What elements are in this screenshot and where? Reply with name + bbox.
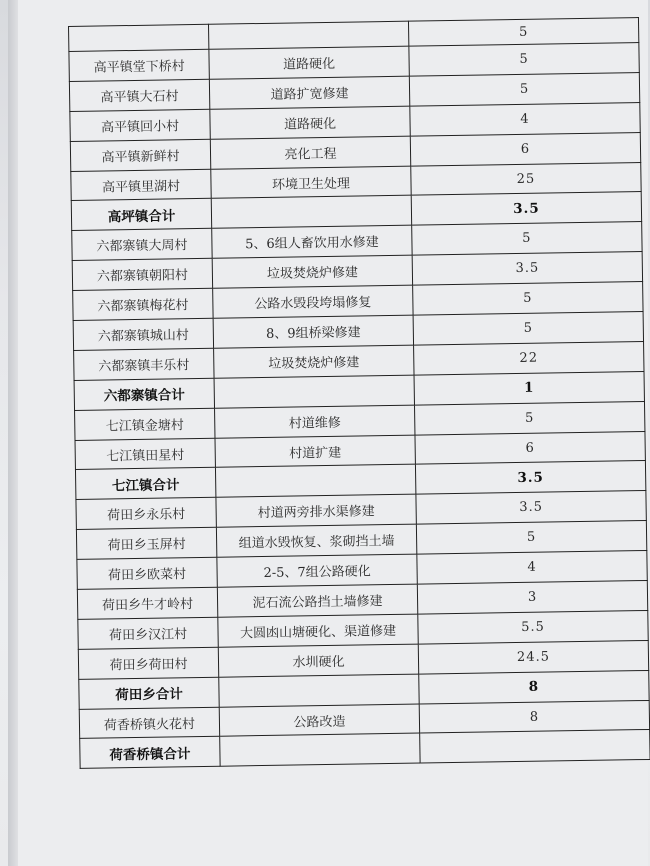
document-page bbox=[8, 0, 648, 866]
amount-cell: 3.5 bbox=[415, 461, 645, 494]
amount-cell: 22 bbox=[414, 341, 644, 374]
project-table-wrap bbox=[68, 17, 650, 769]
village-cell: 七江镇合计 bbox=[75, 468, 215, 500]
project-cell: 亮化工程 bbox=[210, 136, 410, 169]
amount-cell: 8 bbox=[419, 670, 649, 703]
village-cell: 荷田乡玉屏村 bbox=[76, 527, 216, 559]
project-cell bbox=[211, 196, 411, 229]
amount-cell: 3.5 bbox=[416, 491, 646, 524]
village-cell: 高平镇堂下桥村 bbox=[69, 49, 209, 81]
amount-cell: 3.5 bbox=[411, 192, 641, 225]
project-cell: 道路硬化 bbox=[209, 46, 409, 79]
project-cell: 环境卫生处理 bbox=[211, 166, 411, 199]
village-cell: 六都寨镇朝阳村 bbox=[72, 258, 212, 290]
project-table-body bbox=[69, 18, 650, 769]
project-cell: 村道维修 bbox=[215, 405, 415, 438]
village-cell: 荷香桥镇合计 bbox=[80, 737, 220, 769]
project-cell: 村道扩建 bbox=[215, 435, 415, 468]
amount-cell: 5 bbox=[412, 222, 642, 255]
amount-cell: 5 bbox=[416, 521, 646, 554]
amount-cell: 5 bbox=[409, 72, 639, 105]
village-cell: 荷田乡欧菜村 bbox=[77, 557, 217, 589]
page-binding-edge bbox=[8, 0, 18, 866]
amount-cell: 3.5 bbox=[412, 252, 642, 285]
project-cell: 垃圾焚烧炉修建 bbox=[212, 255, 412, 288]
project-cell: 组道水毁恢复、浆砌挡土墙 bbox=[216, 524, 416, 557]
project-cell: 泥石流公路挡土墙修建 bbox=[217, 584, 417, 617]
project-cell: 道路硬化 bbox=[210, 106, 410, 139]
amount-cell: 3 bbox=[417, 581, 647, 614]
village-cell: 六都寨镇大周村 bbox=[72, 229, 212, 261]
village-cell: 高平镇大石村 bbox=[69, 79, 209, 111]
amount-cell: 4 bbox=[410, 102, 640, 135]
village-cell: 七江镇金塘村 bbox=[75, 408, 215, 440]
project-cell bbox=[215, 465, 415, 498]
village-cell: 高坪镇合计 bbox=[71, 199, 211, 231]
village-cell: 荷田乡牛才岭村 bbox=[77, 587, 217, 619]
project-cell: 村道两旁排水渠修建 bbox=[216, 494, 416, 527]
amount-cell: 6 bbox=[410, 132, 640, 165]
amount-cell: 5 bbox=[413, 282, 643, 315]
project-cell: 大圆凼山塘硬化、渠道修建 bbox=[218, 614, 418, 647]
amount-cell: 5 bbox=[408, 18, 638, 47]
project-cell bbox=[214, 375, 414, 408]
amount-cell: 5 bbox=[409, 43, 639, 76]
village-cell: 荷香桥镇火花村 bbox=[79, 707, 219, 739]
village-cell: 六都寨镇合计 bbox=[74, 378, 214, 410]
amount-cell: 25 bbox=[411, 162, 641, 195]
village-cell: 荷田乡合计 bbox=[79, 677, 219, 709]
village-cell: 高平镇新鲜村 bbox=[70, 139, 210, 171]
project-cell: 公路改造 bbox=[219, 704, 419, 737]
amount-cell: 4 bbox=[417, 551, 647, 584]
project-cell bbox=[219, 674, 419, 707]
village-cell bbox=[69, 24, 209, 51]
amount-cell: 5 bbox=[414, 401, 644, 434]
amount-cell: 6 bbox=[415, 431, 645, 464]
village-cell: 荷田乡永乐村 bbox=[76, 498, 216, 530]
project-cell: 水圳硬化 bbox=[218, 644, 418, 677]
amount-cell: 5.5 bbox=[418, 610, 648, 643]
project-cell: 垃圾焚烧炉修建 bbox=[214, 345, 414, 378]
village-cell: 六都寨镇丰乐村 bbox=[74, 348, 214, 380]
village-cell: 六都寨镇梅花村 bbox=[73, 288, 213, 320]
village-cell: 六都寨镇城山村 bbox=[73, 318, 213, 350]
project-cell: 公路水毁段垮塌修复 bbox=[213, 285, 413, 318]
village-cell: 高平镇回小村 bbox=[70, 109, 210, 141]
village-cell: 七江镇田星村 bbox=[75, 438, 215, 470]
project-cell bbox=[208, 21, 408, 49]
village-cell: 荷田乡汉江村 bbox=[78, 617, 218, 649]
project-cell: 8、9组桥梁修建 bbox=[213, 315, 413, 348]
amount-cell: 1 bbox=[414, 371, 644, 404]
project-table bbox=[68, 17, 650, 769]
amount-cell: 24.5 bbox=[418, 640, 648, 673]
project-cell: 道路扩宽修建 bbox=[209, 76, 409, 109]
amount-cell bbox=[420, 730, 650, 763]
amount-cell: 8 bbox=[419, 700, 649, 733]
project-cell bbox=[220, 734, 420, 767]
project-cell: 2-5、7组公路硬化 bbox=[217, 554, 417, 587]
project-cell: 5、6组人畜饮用水修建 bbox=[212, 225, 412, 258]
amount-cell: 5 bbox=[413, 312, 643, 345]
village-cell: 荷田乡荷田村 bbox=[78, 647, 218, 679]
village-cell: 高平镇里湖村 bbox=[71, 169, 211, 201]
